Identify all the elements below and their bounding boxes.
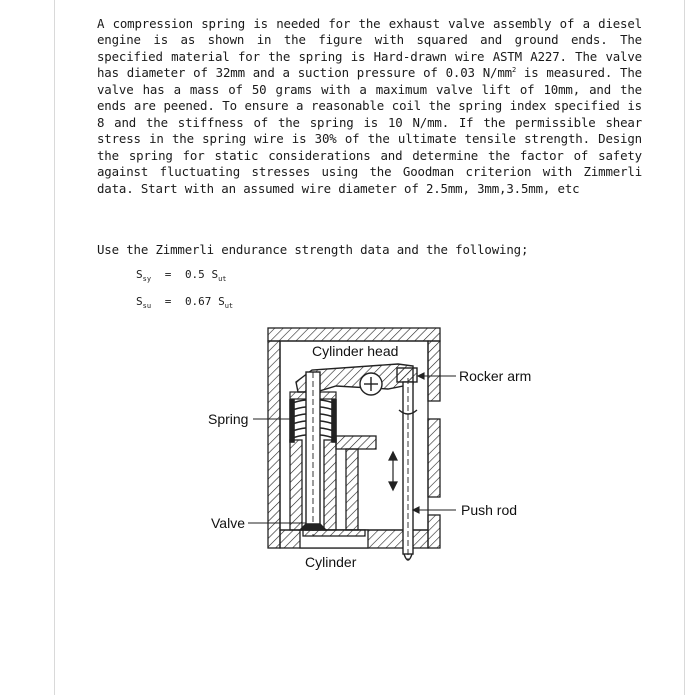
label-cylinder: Cylinder — [305, 554, 357, 570]
formula-ssy-equals: = — [164, 268, 172, 281]
formula-ssu-coef: 0.67 — [184, 295, 212, 308]
cylinder-bore — [300, 530, 368, 548]
formula-ssu-rhs-sub: ut — [224, 302, 234, 311]
formula-ssu-equals: = — [164, 295, 172, 308]
formula-ssy-rhs: S — [211, 268, 219, 281]
formula-ssy-coef: 0.5 — [184, 268, 205, 281]
label-valve: Valve — [211, 515, 245, 531]
formula-ssu-lhs: S — [136, 295, 143, 308]
label-push-rod: Push rod — [461, 502, 518, 518]
formula-ssy-lhs: S — [136, 268, 143, 281]
problem-text-part-2: is measured. The valve has a mass of 50 grams with a maximum valve lift of 10mm, and the ends are peened. To ensure a reasonable coil the spring index specified is 8 and the stiffness of the spring is 10 N/mm. If the permissible shear stress in the spring wire is 30% of the ultimate tensile strength. Design the spring for static considerations and determine the factor of safety against fluctuating stresses using the Goodman criterion with Zimmerli data. Start with an assumed wire diameter of 2.5mm, 3mm,3.5mm, etc — [97, 65, 642, 196]
formula-ssu-lhs-sub: su — [142, 302, 152, 311]
problem-text-part-1: A compression spring is needed for the exhaust valve assembly of a diesel engine is as shown in the figure with squared and ground ends. The specified material for the spring is Hard-drawn wire ASTM A227. The valve has diameter of 32mm and a suction pressure of 0.03 N/mm — [97, 16, 642, 81]
formula-ssu-rhs: S — [218, 295, 225, 308]
label-rocker-arm: Rocker arm — [459, 368, 532, 384]
valve-guide — [290, 436, 376, 530]
instruction-line: Use the Zimmerli endurance strength data and the following; — [97, 242, 529, 257]
squared-superscript: 2 — [511, 66, 517, 75]
formula-ssy-rhs-sub: ut — [218, 275, 227, 284]
label-spring: Spring — [208, 411, 249, 427]
formula-ssy-lhs-sub: sy — [142, 275, 152, 284]
label-cylinder-head: Cylinder head — [312, 343, 399, 359]
motion-arrow — [389, 452, 397, 490]
